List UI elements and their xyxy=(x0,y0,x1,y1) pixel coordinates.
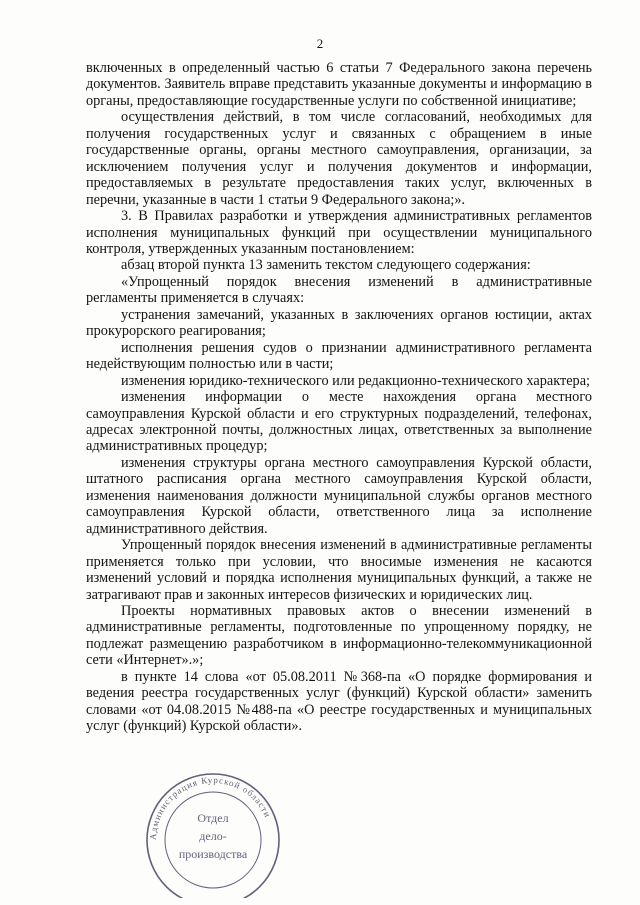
paragraph: в пункте 14 слова «от 05.08.2011 №368-па «О порядке формирования и ведения реестра государственных услуг (функций) Курской области» заменить словами «от 04.08.2015 №488-па «О реестре государственных и муниципальных услуг (функций) Курской области». xyxy=(86,668,592,735)
stamp-line-1: Отдел xyxy=(197,811,229,825)
paragraph: Проекты нормативных правовых актов о внесении изменений в административные регламенты, подготовленные по упрощенному порядку, не подлежат размещению разработчиком в информационно-телекоммуникационной сети «Интернет».»; xyxy=(86,602,592,669)
paragraph: абзац второй пункта 13 заменить текстом следующего содержания: xyxy=(121,257,531,274)
stamp-outer-ring xyxy=(147,774,279,898)
paragraph: Упрощенный порядок внесения изменений в административные регламенты применяется только при условии, что вносимые изменения не касаются изменений условий и порядка исполнения муниципальных функций, а также не затрагивают прав и законных интересов физических и юридических лиц. xyxy=(86,537,592,603)
document-body xyxy=(86,60,592,735)
stamp-inner-ring xyxy=(165,792,261,888)
paragraph: устранения замечаний, указанных в заключениях органов юстиции, актах прокурорского реагирования; xyxy=(86,306,592,340)
paragraph: исполнения решения судов о признании административного регламента недействующим полностью или в части; xyxy=(86,339,592,373)
paragraph: изменения информации о месте нахождения органа местного самоуправления Курской области и его структурных подразделений, телефонах, адресах электронной почты, должностных лицах, ответственных за выполнение административных процедур; xyxy=(86,389,592,455)
page-number: 2 xyxy=(316,36,324,51)
paragraph: изменения структуры органа местного самоуправления Курской области, штатного расписания органа местного самоуправления Курской области, изменения наименования должности муниципальной службы органов местного самоуправления Курской области, ответственного лица за исполнение административного действия. xyxy=(86,454,592,537)
paragraph: «Упрощенный порядок внесения изменений в административные регламенты применяется в случаях: xyxy=(86,273,592,307)
paragraph: осуществления действий, в том числе согласований, необходимых для получения государственных услуг и связанных с обращением в иные государственные органы, органы местного самоуправления, организации, за исключением получения услуг и получения документов и информации, предоставляемых в результате предоставления таких услуг, включенных в перечни, указанные в части 1 статьи 9 Федерального закона;». xyxy=(86,109,592,208)
paragraph: изменения юридико-технического или редакционно-технического характера; xyxy=(121,372,591,389)
paragraph: включенных в определенный частью 6 статьи 7 Федерального закона перечень документов. Заявитель вправе представить указанные документы и информацию в органы, предоставляющие государственные услуги по собственной инициативе; xyxy=(86,60,592,109)
office-stamp xyxy=(138,770,288,898)
stamp-ring-text: Администрация Курской области xyxy=(147,774,274,841)
stamp-line-3: производства xyxy=(178,847,248,861)
stamp-line-2: дело- xyxy=(199,829,227,843)
paragraph: 3. В Правилах разработки и утверждения административных регламентов исполнения муниципальных функций при осуществлении муниципального контроля, утвержденных указанным постановлением: xyxy=(86,208,592,257)
